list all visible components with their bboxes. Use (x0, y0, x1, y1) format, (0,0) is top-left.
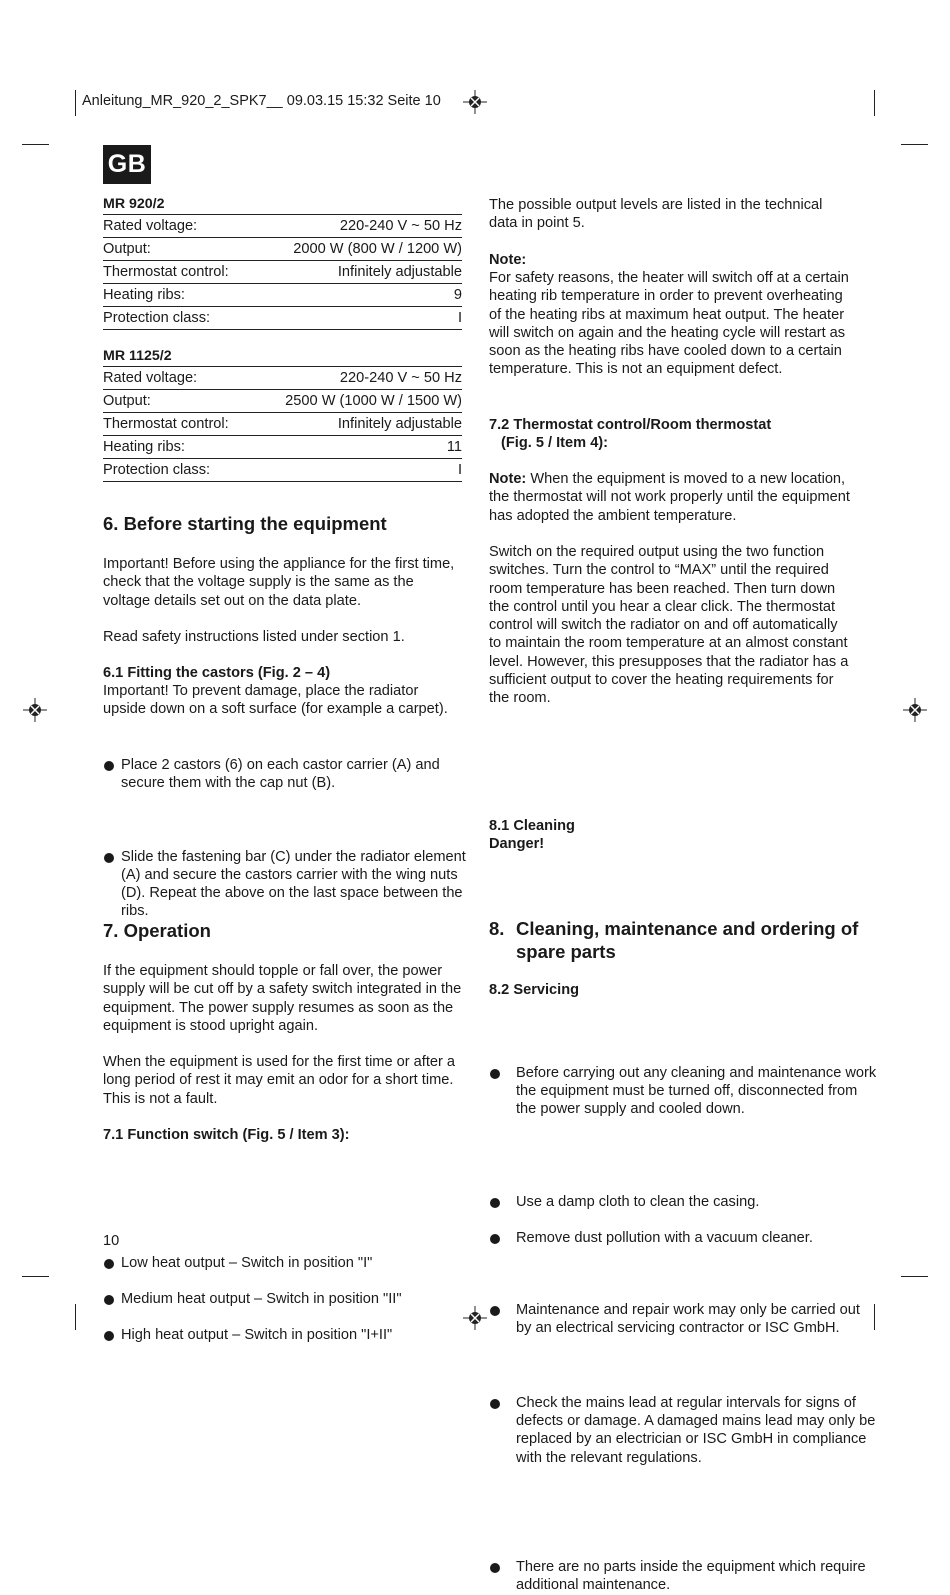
danger-label: Danger! (489, 836, 545, 852)
spec-title: MR 1125/2 (103, 347, 462, 367)
crop-mark (22, 144, 49, 145)
page-number: 10 (103, 1233, 120, 1249)
note-label: Note: (489, 252, 527, 268)
registration-mark-icon (903, 698, 927, 722)
note-paragraph: For safety reasons, the heater will switch off at a certain heating rib temperature in order to prevent overheating of the heating ribs at maximum heat output. The heater will switch on again and the heating cycle will restart as soon as the heating ribs have cooled down to a certain temperature. This is not an equipment defect. (489, 270, 849, 378)
list-item: Maintenance and repair work may only be carried out by an electrical servicing contractor or ISC GmbH. (489, 1301, 878, 1338)
section-7-2-heading: 7.2 Thermostat control/Room thermostat (489, 417, 772, 433)
output-levels-paragraph: The possible output levels are listed in the technical data in point 5. (489, 197, 823, 232)
section-7-2-heading-sub: (Fig. 5 / Item 4): (501, 435, 609, 451)
spec-table-mr1125 (103, 347, 462, 482)
crop-mark (874, 90, 875, 116)
crop-mark (75, 90, 76, 116)
registration-mark-icon (463, 90, 487, 114)
section-8-2-heading: 8.2 Servicing (489, 982, 580, 998)
section-7-paragraph: When the equipment is used for the first time or after a long period of rest it may emit an odor for a short time. This is not a fault. (103, 1054, 456, 1107)
spec-row: Rated voltage: 220-240 V ~ 50 Hz (103, 367, 462, 390)
list-item: Check the mains lead at regular intervals for signs of defects or damage. A damaged mains lead may only be replaced by an electrician or ISC GmbH in compliance with the relevant regulations. (489, 1394, 878, 1467)
list-item: Use a damp cloth to clean the casing. (489, 1193, 878, 1211)
crop-mark (901, 144, 928, 145)
list-item: Remove dust pollution with a vacuum cleaner. (489, 1229, 878, 1247)
crop-mark (901, 1276, 928, 1277)
thermostat-paragraph: Switch on the required output using the two function switches. Turn the control to “MAX” until the required room temperature has been reached. Then turn down the control until you hear a clear click. The thermostat control will switch the radiator on and off automatically to maintain the room temperature at an almost constant level. However, this presupposes that the radiator has a sufficient output to cover the heating requirements for the room. (489, 544, 849, 707)
note-paragraph: Note: When the equipment is moved to a new location, the thermostat will not work properly until the equipment has adopted the ambient temperature. (489, 471, 850, 524)
list-item: High heat output – Switch in position "I+II" (103, 1326, 480, 1344)
spec-row: Thermostat control: Infinitely adjustable (103, 413, 462, 436)
print-header: Anleitung_MR_920_2_SPK7__ 09.03.15 15:32 Seite 10 (82, 93, 441, 109)
spec-row: Rated voltage: 220-240 V ~ 50 Hz (103, 215, 462, 238)
crop-mark (75, 1304, 76, 1330)
section-7-heading: 7. Operation (103, 920, 211, 941)
list-item: Low heat output – Switch in position "I" (103, 1254, 480, 1272)
list-item: Medium heat output – Switch in position "II" (103, 1290, 480, 1308)
spec-row: Protection class: I (103, 307, 462, 330)
list-item: Slide the fastening bar (C) under the radiator element (A) and secure the castors carrier with the wing nuts (D). Repeat the above on the last space between the ribs. (103, 848, 480, 921)
section-7-paragraph: If the equipment should topple or fall over, the power supply will be cut off by a safety switch integrated in the equipment. The power supply resumes as soon as the equipment is stood upright again. (103, 963, 462, 1034)
section-6-paragraph: Important! Before using the appliance for the first time, check that the voltage supply is the same as the voltage details set out on the data plate. (103, 556, 455, 609)
section-8-1-heading: 8.1 Cleaning (489, 818, 575, 834)
list-item: There are no parts inside the equipment which require additional maintenance. (489, 1558, 878, 1595)
section-6-1-paragraph: Important! To prevent damage, place the radiator upside down on a soft surface (for example a carpet). (103, 683, 448, 718)
section-6-heading: 6. Before starting the equipment (103, 513, 387, 534)
spec-row: Heating ribs: 9 (103, 284, 462, 307)
spec-row: Output: 2500 W (1000 W / 1500 W) (103, 390, 462, 413)
section-8-heading: 8. Cleaning, maintenance and ordering of spare parts (489, 917, 859, 962)
spec-title: MR 920/2 (103, 195, 462, 215)
spec-row: Thermostat control: Infinitely adjustable (103, 261, 462, 284)
language-badge: GB (103, 145, 151, 184)
crop-mark (22, 1276, 49, 1277)
spec-row: Protection class: I (103, 459, 462, 482)
section-6-1-heading: 6.1 Fitting the castors (Fig. 2 – 4) (103, 665, 331, 681)
spec-table-mr920 (103, 195, 462, 330)
list-item: Place 2 castors (6) on each castor carrier (A) and secure them with the cap nut (B). (103, 756, 480, 793)
section-6-paragraph: Read safety instructions listed under section 1. (103, 629, 405, 645)
spec-row: Output: 2000 W (800 W / 1200 W) (103, 238, 462, 261)
list-item: Before carrying out any cleaning and maintenance work the equipment must be turned off, disconnected from the power supply and cooled down. (489, 1064, 878, 1119)
section-7-1-heading: 7.1 Function switch (Fig. 5 / Item 3): (103, 1127, 350, 1143)
spec-row: Heating ribs: 11 (103, 436, 462, 459)
registration-mark-icon (23, 698, 47, 722)
